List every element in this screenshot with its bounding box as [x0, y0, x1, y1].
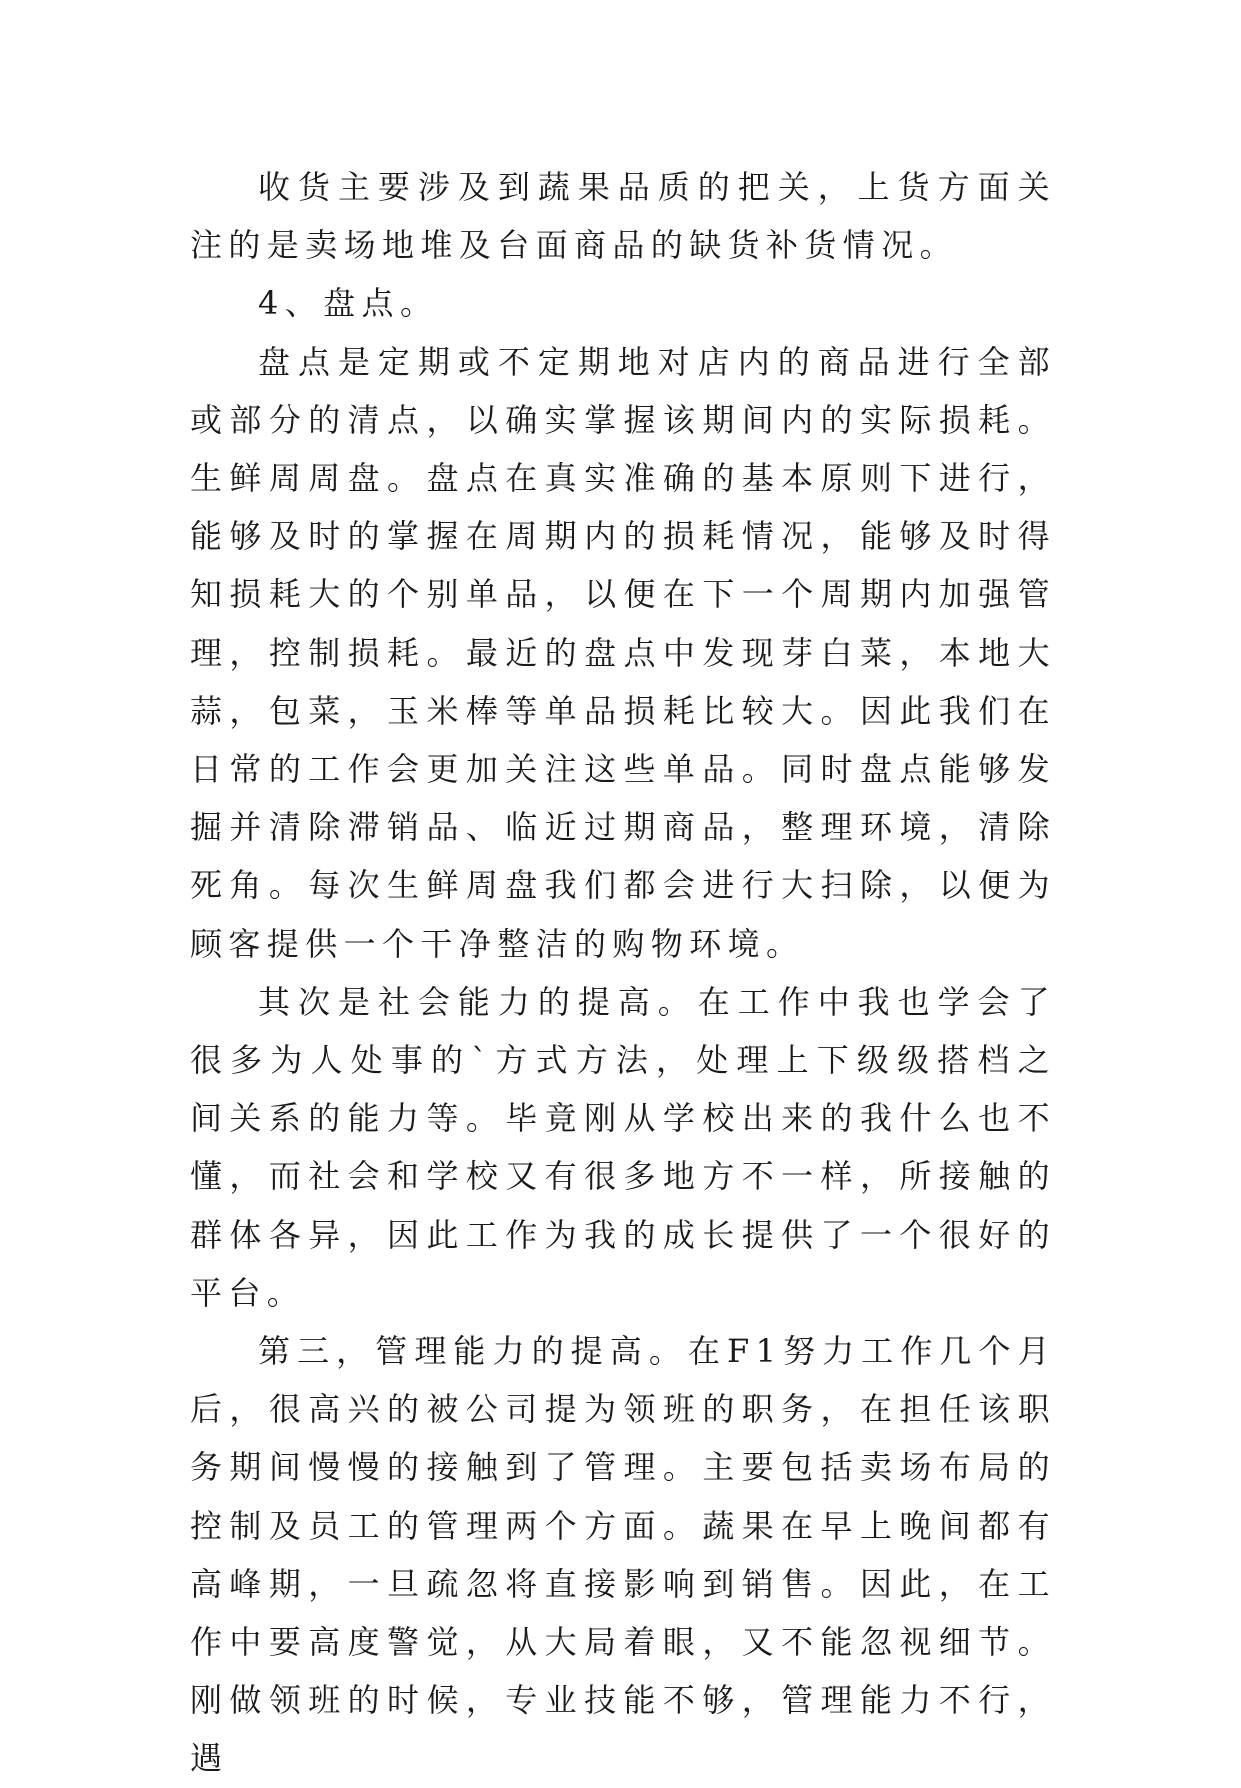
- document-body: [190, 158, 1056, 1788]
- paragraph-receiving: 收货主要涉及到蔬果品质的把关，上货方面关注的是卖场地堆及台面商品的缺货补货情况。: [190, 168, 1056, 265]
- heading-inventory: 4、盘点。: [258, 284, 439, 323]
- paragraph-social-ability: 其次是社会能力的提高。在工作中我也学会了很多为人处事的`方式方法，处理上下级级搭档之间关系的能力等。毕竟刚从学校出来的我什么也不懂，而社会和学校又有很多地方不一样，所接触的群体各异，因此工作为我的成长提供了一个很好的平台。: [190, 982, 1056, 1312]
- paragraph-management-ability: 第三，管理能力的提高。在F1努力工作几个月后，很高兴的被公司提为领班的职务，在担任该职务期间慢慢的接触到了管理。主要包括卖场布局的控制及员工的管理两个方面。蔬果在早上晚间都有高峰期，一旦疏忽将直接影响到销售。因此，在工作中要高度警觉，从大局着眼，又不能忽视细节。刚做领班的时候，专业技能不够，管理能力不行，遇: [190, 1332, 1056, 1778]
- paragraph-inventory: 盘点是定期或不定期地对店内的商品进行全部或部分的清点，以确实掌握该期间内的实际损耗。生鲜周周盘。盘点在真实准确的基本原则下进行，能够及时的掌握在周期内的损耗情况，能够及时得知损耗大的个别单品，以便在下一个周期内加强管理，控制损耗。最近的盘点中发现芽白菜，本地大蒜，包菜，玉米棒等单品损耗比较大。因此我们在日常的工作会更加关注这些单品。同时盘点能够发掘并清除滞销品、临近过期商品，整理环境，清除死角。每次生鲜周盘我们都会进行大扫除，以便为顾客提供一个干净整洁的购物环境。: [190, 342, 1056, 963]
